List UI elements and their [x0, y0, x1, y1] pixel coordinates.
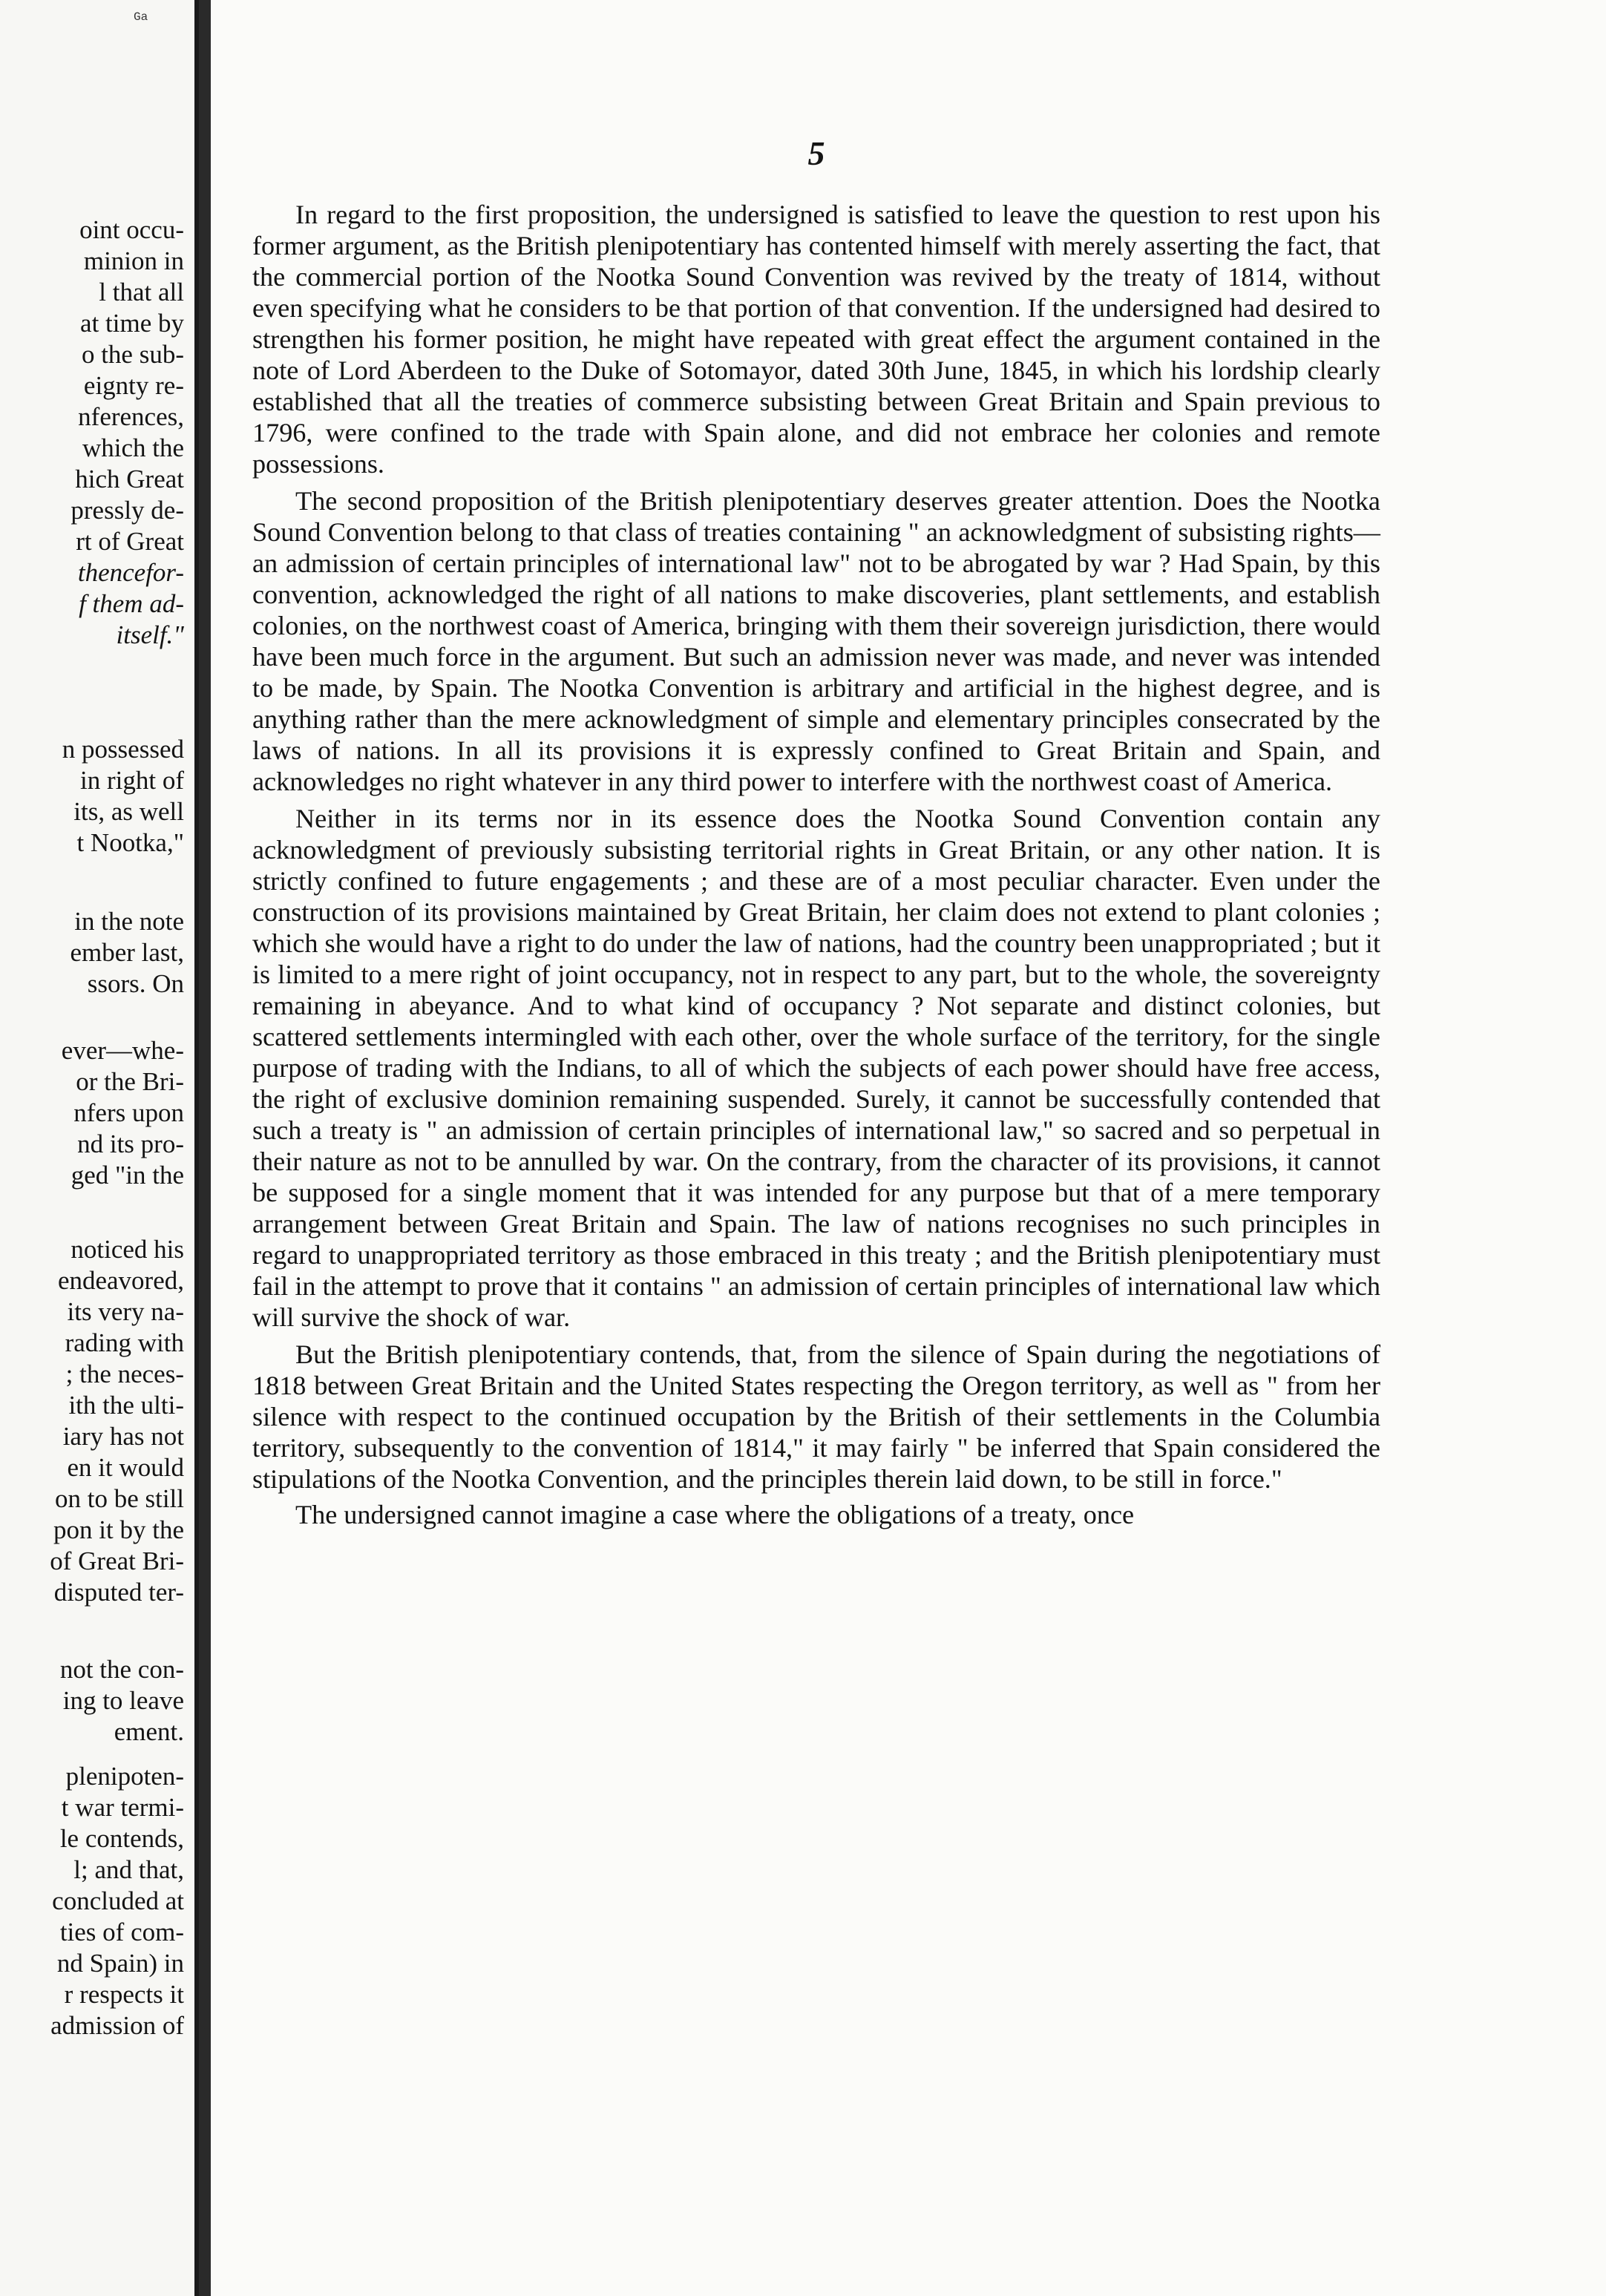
left-fragment-line: t Nootka,": [76, 828, 184, 857]
left-fragment-line: which the: [82, 433, 184, 462]
left-fragment-line: its very na-: [67, 1297, 184, 1326]
left-fragment-line: disputed ter-: [53, 1578, 184, 1607]
left-fragment-line: pon it by the: [53, 1515, 184, 1544]
paragraph-silence-of-spain: But the British plenipotentiary contends, that, from the silence of Spain during the negotiations of 1818 between Great Britain and the United States respecting the Oregon territory, as well as " from her silence with respect to the continued occupation by the British of their settlements in the Columbia territory, subsequently to the convention of 1814," it may fairly " be inferred that Spain considered the stipulations of the Nootka Convention, and the principles therein laid down, to be still in force.": [252, 1339, 1380, 1494]
left-fragment-line: ith the ulti-: [68, 1391, 184, 1420]
left-fragment-line: ever—whe-: [61, 1036, 184, 1065]
top-mark: Ga: [134, 10, 148, 24]
left-fragment-line: rading with: [65, 1328, 184, 1357]
left-fragment-line: its, as well: [73, 797, 184, 826]
left-fragment-line: en it would: [67, 1453, 184, 1482]
left-fragment-line: l that all: [99, 278, 184, 306]
left-fragment-line: of Great Bri-: [50, 1546, 184, 1575]
left-fragment-line: ing to leave: [62, 1686, 184, 1715]
left-fragment-line: oint occu-: [79, 215, 184, 244]
left-fragment-line: r respects it: [64, 1980, 184, 2009]
left-fragment-line: l; and that,: [73, 1855, 184, 1884]
body-text: [252, 199, 1380, 1536]
left-fragment-line: minion in: [83, 246, 184, 275]
left-fragment-line: concluded at: [52, 1886, 184, 1915]
left-fragment-line: ; the neces-: [65, 1359, 184, 1388]
left-fragment-line: thencefor-: [77, 558, 184, 587]
left-fragment-line: ssors. On: [87, 969, 184, 998]
left-fragment-line: in right of: [80, 766, 184, 795]
left-fragment-line: le contends,: [59, 1824, 184, 1853]
page-number: 5: [807, 134, 825, 172]
left-fragment-line: not the con-: [59, 1655, 184, 1684]
left-fragment-line: endeavored,: [57, 1266, 184, 1295]
left-fragment-line: pressly de-: [71, 496, 184, 525]
left-fragment-line: eignty re-: [83, 371, 184, 400]
paragraph-second-proposition: The second proposition of the British plenipotentiary deserves greater attention. Does the Nootka Sound Convention belong to that class of treaties containing " an acknowledgment of subsisting rights—an admission of certain principles of international law" not to be abrogated by war ? Had Spain, by this convention, acknowledged the right of all nations to make discoveries, plant settlements, and establish colonies, on the northwest coast of America, bringing with them their sovereign jurisdiction, there would have been much force in the argument. But such an admission never was made, and never was intended to be made, by Spain. The Nootka Convention is arbitrary and artificial in the highest degree, and is anything rather than the mere acknowledgment of simple and elementary principles consecrated by the laws of nations. In all its provisions it is expressly confined to Great Britain and Spain, and acknowledges no right whatever in any third power to interfere with the northwest coast of America.: [252, 486, 1380, 796]
paragraph-first-proposition: In regard to the first proposition, the undersigned is satisfied to leave the question to rest upon his former argument, as the British plenipotentiary has contented himself with merely asserting the fact, that the commercial portion of the Nootka Sound Convention was revived by the treaty of 1814, without even specifying what he considers to be that portion of that convention. If the undersigned had desired to strengthen his former position, he might have repeated with great effect the argument contained in the note of Lord Aberdeen to the Duke of Sotomayor, dated 30th June, 1845, in which his lordship clearly established that all the treaties of commerce subsisting between Great Britain and Spain previous to 1796, were confined to the trade with Spain alone, and did not embrace her colonies and remote possessions.: [252, 200, 1380, 479]
paragraph-obligations-of-treaty: The undersigned cannot imagine a case where the obligations of a treaty, once: [295, 1500, 1135, 1529]
left-fragment-line: iary has not: [62, 1422, 184, 1451]
left-fragment-line: ged "in the: [71, 1161, 184, 1190]
left-fragment-line: admission of: [50, 2011, 184, 2040]
left-fragment-line: f them ad-: [79, 589, 184, 618]
left-fragment-line: n possessed: [62, 735, 184, 764]
left-fragment-line: nfers upon: [73, 1098, 184, 1127]
left-page-fragment: [0, 0, 199, 2296]
left-fragment-line: or the Bri-: [76, 1067, 184, 1096]
left-fragment-line: on to be still: [54, 1484, 184, 1513]
left-fragment-line: nd its pro-: [77, 1129, 184, 1158]
left-fragment-line: nd Spain) in: [56, 1949, 184, 1978]
left-fragment-line: ties of com-: [59, 1918, 184, 1946]
left-fragment-line: itself.": [116, 620, 184, 649]
left-fragment-line: ement.: [114, 1717, 184, 1746]
left-fragment-line: o the sub-: [81, 340, 184, 369]
left-fragment-line: hich Great: [75, 465, 184, 493]
left-fragment-line: rt of Great: [76, 527, 184, 556]
left-fragment-line: ember last,: [70, 938, 184, 967]
left-fragment-line: plenipoten-: [65, 1762, 184, 1791]
left-fragment-line: t war termi-: [61, 1793, 184, 1822]
left-fragment-line: nferences,: [78, 402, 184, 431]
left-fragment-line: noticed his: [71, 1235, 184, 1264]
paragraph-neither-in-its-terms: Neither in its terms nor in its essence does the Nootka Sound Convention contain any acknowledgment of previously subsisting territorial rights in Great Britain, or any other nation. It is strictly confined to future engagements ; and these are of a most peculiar character. Even under the construction of its provisions maintained by Great Britain, her claim does not extend to plant colonies ; which she would have a right to do under the law of nations, had the country been unappropriated ; but it is limited to a mere right of joint occupancy, not in respect to any part, but to the whole, the sovereignty remaining in abeyance. And to what kind of occupancy ? Not separate and distinct colonies, but scattered settlements intermingled with each other, over the whole surface of the territory, for the single purpose of trading with the Indians, to all of which the subjects of each power should have free access, the right of exclusive dominion remaining suspended. Surely, it cannot be successfully contended that such a treaty is " an admission of certain principles of international law," so sacred and so perpetual in their nature as not to be annulled by war. On the contrary, from the character of its provisions, it cannot be supposed for a single moment that it was intended for any purpose but that of a mere temporary arrangement between Great Britain and Spain. The law of nations recognises no such principles in regard to unappropriated territory as those embraced in this treaty ; and the British plenipotentiary must fail in the attempt to prove that it contains " an admission of certain principles of international law which will survive the shock of war.: [252, 804, 1380, 1332]
left-fragment-line: in the note: [74, 907, 184, 936]
left-fragment-line: at time by: [80, 309, 184, 338]
